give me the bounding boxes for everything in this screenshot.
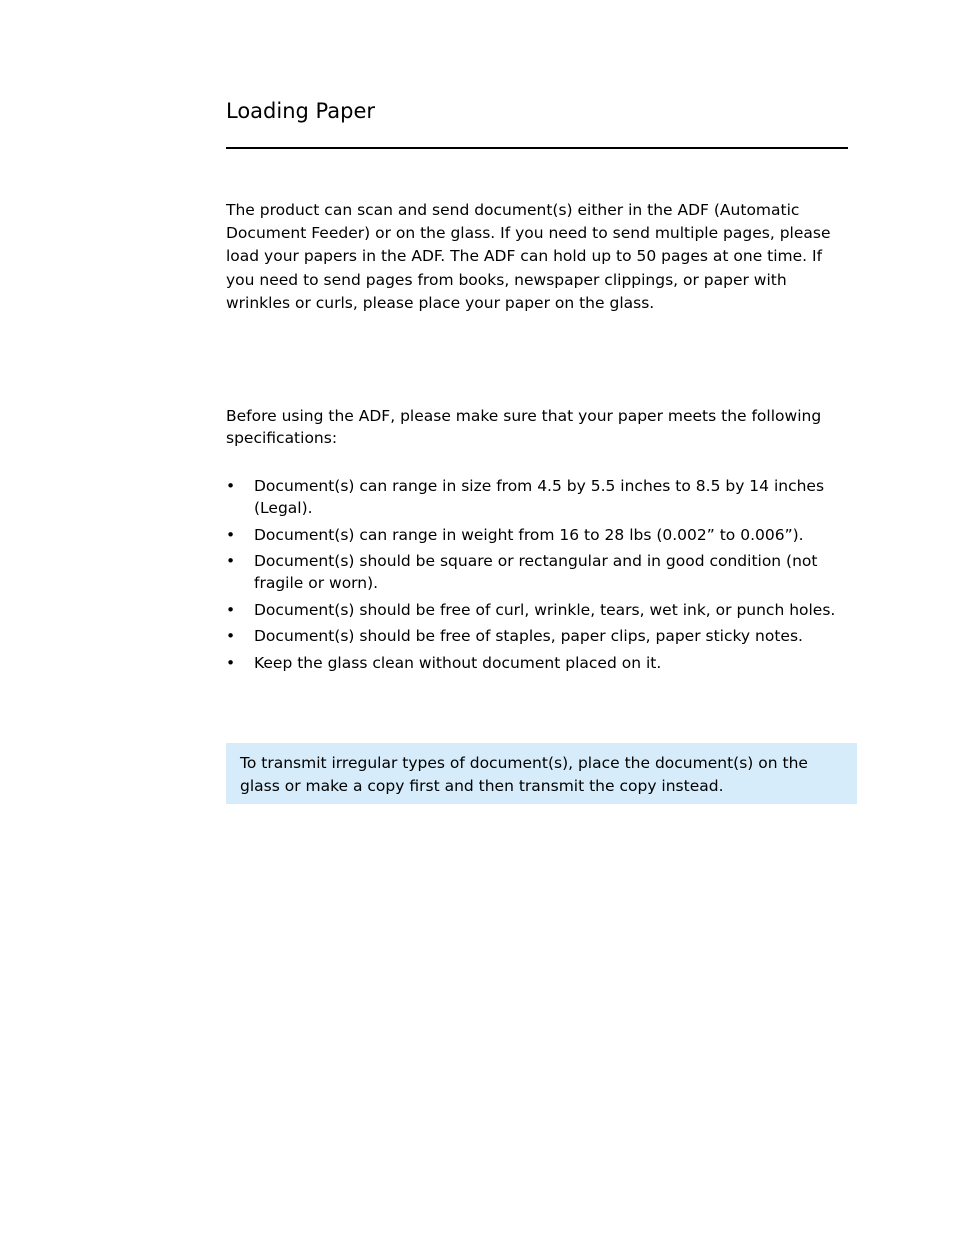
list-item bbox=[226, 475, 838, 519]
bullet-icon: • bbox=[226, 600, 236, 619]
list-item bbox=[226, 550, 838, 594]
list-item bbox=[226, 652, 838, 674]
bullet-icon: • bbox=[226, 653, 236, 672]
list-item-text: Document(s) can range in weight from 16 to 28 lbs (0.002” to 0.006”). bbox=[254, 525, 804, 544]
specifications-list bbox=[226, 475, 838, 678]
list-item-text: Document(s) should be free of curl, wrinkle, tears, wet ink, or punch holes. bbox=[254, 600, 836, 619]
list-item bbox=[226, 524, 838, 546]
list-item-text: Document(s) can range in size from 4.5 by 5.5 inches to 8.5 by 14 inches (Legal). bbox=[254, 477, 825, 517]
list-item-text: Document(s) should be free of staples, paper clips, paper sticky notes. bbox=[254, 627, 803, 645]
title-divider bbox=[226, 147, 848, 149]
note-box bbox=[226, 743, 857, 804]
bullet-icon: • bbox=[226, 552, 236, 570]
list-item-text: Keep the glass clean without document placed on it. bbox=[254, 653, 662, 672]
page-title: Loading Paper bbox=[226, 99, 375, 123]
intro-paragraph: The product can scan and send document(s) either in the ADF (Automatic Document Feeder) or on the glass. If you need to send multiple pages, please load your papers in the ADF. The ADF can hold up to 50 pages at one time. If you need to send pages from books, newspaper clippings, or paper with wrinkles or curls, please place your paper on the glass. bbox=[226, 201, 831, 312]
list-item-text: Document(s) should be square or rectangular and in good condition (not fragile or worn). bbox=[254, 552, 818, 592]
bullet-icon: • bbox=[226, 525, 236, 544]
list-item bbox=[226, 599, 838, 621]
bullet-icon: • bbox=[226, 477, 236, 495]
list-item bbox=[226, 625, 838, 647]
bullet-icon: • bbox=[226, 627, 236, 645]
note-text: To transmit irregular types of document(s), place the document(s) on the glass or make a copy first and then transmit the copy instead. bbox=[240, 754, 808, 795]
specifications-intro: Before using the ADF, please make sure that your paper meets the following specifications: bbox=[226, 407, 822, 447]
